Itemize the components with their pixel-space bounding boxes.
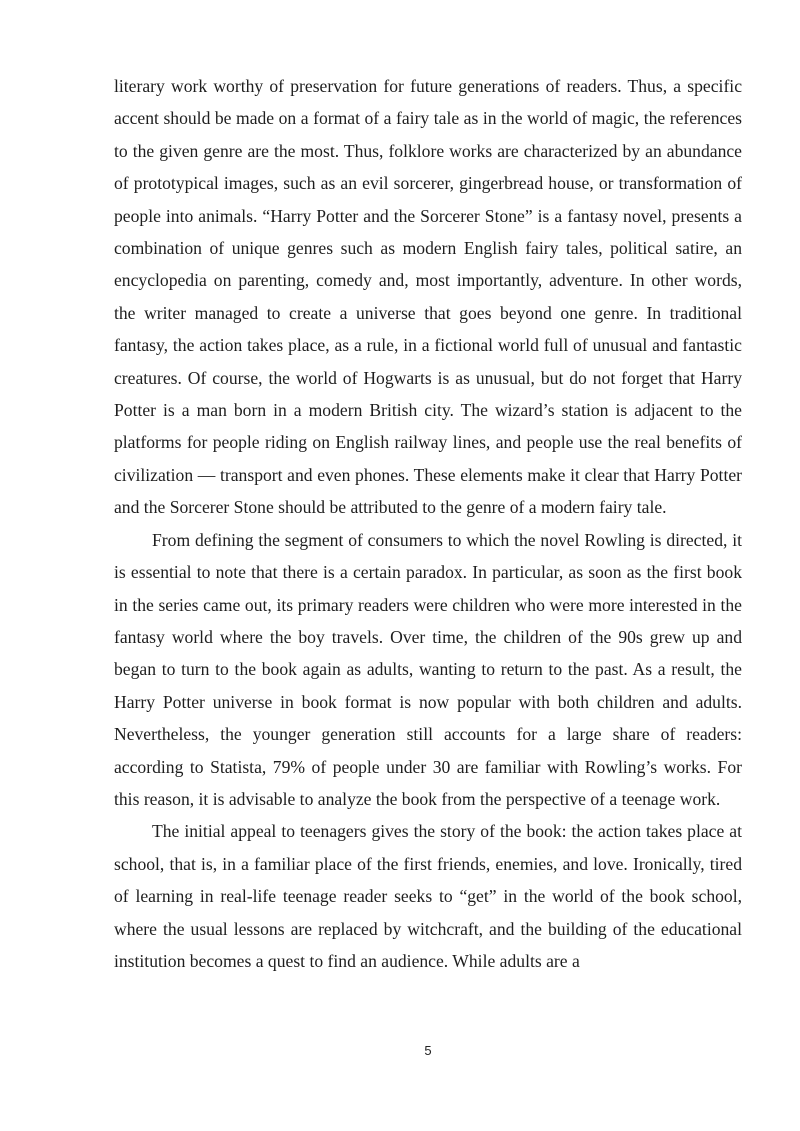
page-number: 5	[424, 1043, 432, 1058]
paragraph-teen-appeal: The initial appeal to teenagers gives the story of the book: the action takes place at school, that is, in a familiar place of the first friends, enemies, and love. Ironically, tired of learning in real-life teenage reader seeks to “get” in the world of the book school, where the usual lessons are replaced by witchcraft, and the building of the educational institution becomes a quest to find an audience. While adults are a	[114, 821, 742, 971]
paragraph-consumer-segment: From defining the segment of consumers to which the novel Rowling is directed, it is essential to note that there is a certain paradox. In particular, as soon as the first book in the series came out, its primary readers were children who were more interested in the fantasy world where the boy travels. Over time, the children of the 90s grew up and began to turn to the book again as adults, wanting to return to the past. As a result, the Harry Potter universe in book format is now popular with both children and adults. Nevertheless, the younger generation still accounts for a large share of readers: according to Statista, 79% of people under 30 are familiar with Rowling’s works. For this reason, it is advisable to analyze the book from the perspective of a teenage work.	[114, 529, 742, 809]
body-text	[114, 70, 742, 977]
paragraph-continuation: literary work worthy of preservation for future generations of readers. Thus, a specific accent should be made on a format of a fairy tale as in the world of magic, the references to the given genre are the most. Thus, folklore works are characterized by an abundance of prototypical images, such as an evil sorcerer, gingerbread house, or transformation of people into animals. “Harry Potter and the Sorcerer Stone” is a fantasy novel, presents a combination of unique genres such as modern English fairy tales, political satire, an encyclopedia on parenting, comedy and, most importantly, adventure. In other words, the writer managed to create a universe that goes beyond one genre. In traditional fantasy, the action takes place, as a rule, in a fictional world full of unusual and fantastic creatures. Of course, the world of Hogwarts is as unusual, but do not forget that Harry Potter is a man born in a modern British city. The wizard’s station is adjacent to the platforms for people riding on English railway lines, and people use the real benefits of civilization — transport and even phones. These elements make it clear that Harry Potter and the Sorcerer Stone should be attributed to the genre of a modern fairy tale.	[114, 76, 742, 518]
